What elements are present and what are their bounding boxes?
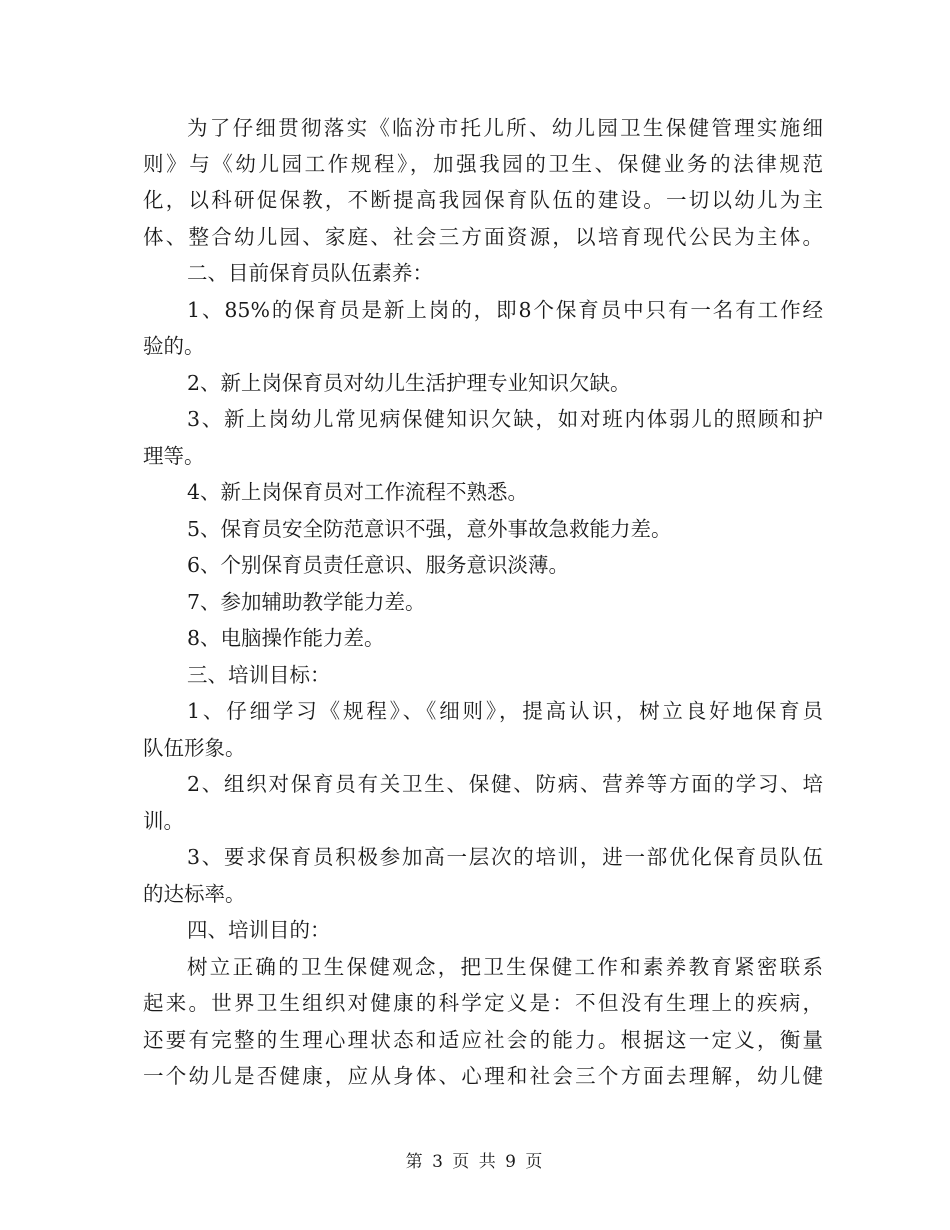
list-item-continuation: 训。 <box>143 809 184 833</box>
list-item: 4、新上岗保育员对工作流程不熟悉。 <box>187 480 529 504</box>
list-item-continuation: 的达标率。 <box>143 882 246 906</box>
list-item: 1、仔细学习《规程》、《细则》，提高认识，树立良好地保育员 <box>187 699 823 723</box>
list-item-continuation: 验的。 <box>143 334 205 358</box>
paragraph-line: 体、整合幼儿园、家庭、社会三方面资源，以培育现代公民为主体。 <box>143 225 823 249</box>
section-heading: 二、目前保育员队伍素养： <box>187 261 433 285</box>
list-item: 7、参加辅助教学能力差。 <box>187 590 426 614</box>
page-number-footer: 第 3 页 共 9 页 <box>405 1152 545 1172</box>
list-item: 8、电脑操作能力差。 <box>187 626 385 650</box>
list-item: 6、个别保育员责任意识、服务意识淡薄。 <box>187 553 570 577</box>
paragraph-line: 树立正确的卫生保健观念，把卫生保健工作和素养教育紧密联系 <box>187 955 823 979</box>
section-heading: 四、培训目的： <box>187 918 331 942</box>
list-item-continuation: 队伍形象。 <box>143 736 246 760</box>
paragraph-line: 则》与《幼儿园工作规程》，加强我园的卫生、保健业务的法律规范 <box>143 152 823 176</box>
list-item: 5、保育员安全防范意识不强，意外事故急救能力差。 <box>187 517 672 541</box>
paragraph-line: 为了仔细贯彻落实《临汾市托儿所、幼儿园卫生保健管理实施细 <box>187 116 823 140</box>
list-item-continuation: 理等。 <box>143 444 205 468</box>
paragraph-line: 还要有完整的生理心理状态和适应社会的能力。根据这一定义，衡量 <box>143 1028 823 1052</box>
list-item: 3、要求保育员积极参加高一层次的培训，进一部优化保育员队伍 <box>187 845 823 869</box>
list-item: 2、新上岗保育员对幼儿生活护理专业知识欠缺。 <box>187 371 631 395</box>
paragraph-line: 化，以科研促保教，不断提高我园保育队伍的建设。一切以幼儿为主 <box>143 188 823 212</box>
paragraph-line: 起来。世界卫生组织对健康的科学定义是：不但没有生理上的疾病， <box>143 991 823 1015</box>
paragraph-line: 一个幼儿是否健康，应从身体、心理和社会三个方面去理解，幼儿健 <box>143 1064 823 1088</box>
list-item: 3、新上岗幼儿常见病保健知识欠缺，如对班内体弱儿的照顾和护 <box>187 407 823 431</box>
list-item: 1、85%的保育员是新上岗的，即8个保育员中只有一名有工作经 <box>187 298 823 322</box>
section-heading: 三、培训目标： <box>187 663 331 687</box>
list-item: 2、组织对保育员有关卫生、保健、防病、营养等方面的学习、培 <box>187 772 823 796</box>
